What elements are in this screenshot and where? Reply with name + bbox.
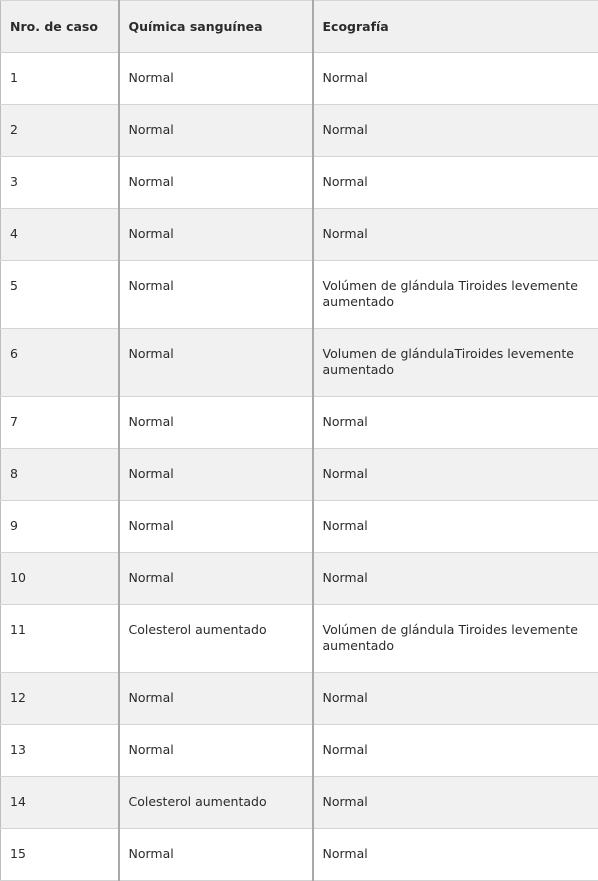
table-row: [1, 261, 598, 329]
table-row: [1, 725, 598, 777]
blood-chemistry-cell: Normal: [119, 449, 313, 501]
table-row: [1, 501, 598, 553]
table-row: [1, 53, 598, 105]
table-row: [1, 777, 598, 829]
case-number-cell: 10: [1, 553, 119, 605]
ultrasound-cell: Normal: [313, 777, 598, 829]
blood-chemistry-cell: Normal: [119, 261, 313, 329]
table-row: [1, 553, 598, 605]
case-number-cell: 8: [1, 449, 119, 501]
case-number-cell: 13: [1, 725, 119, 777]
blood-chemistry-cell: Normal: [119, 329, 313, 397]
ultrasound-cell: Normal: [313, 673, 598, 725]
ultrasound-cell: Normal: [313, 157, 598, 209]
blood-chemistry-cell: Normal: [119, 105, 313, 157]
blood-chemistry-cell: Normal: [119, 209, 313, 261]
table-header: [1, 1, 598, 53]
blood-chemistry-cell: Colesterol aumentado: [119, 605, 313, 673]
ultrasound-cell: Normal: [313, 397, 598, 449]
blood-chemistry-cell: Normal: [119, 53, 313, 105]
case-number-cell: 2: [1, 105, 119, 157]
table-row: [1, 157, 598, 209]
blood-chemistry-cell: Normal: [119, 157, 313, 209]
blood-chemistry-cell: Normal: [119, 829, 313, 881]
table-body: [1, 53, 598, 881]
ultrasound-cell: Normal: [313, 553, 598, 605]
case-number-cell: 1: [1, 53, 119, 105]
case-number-cell: 12: [1, 673, 119, 725]
table-row: [1, 673, 598, 725]
header-case-number: Nro. de caso: [1, 1, 119, 53]
table-row: [1, 329, 598, 397]
ultrasound-cell: Volumen de glándulaTiroides levemente aumentado: [313, 329, 598, 397]
blood-chemistry-cell: Normal: [119, 725, 313, 777]
table-row: [1, 829, 598, 881]
table-row: [1, 397, 598, 449]
blood-chemistry-cell: Normal: [119, 673, 313, 725]
header-ultrasound: Ecografía: [313, 1, 598, 53]
case-number-cell: 3: [1, 157, 119, 209]
case-number-cell: 7: [1, 397, 119, 449]
blood-chemistry-cell: Normal: [119, 501, 313, 553]
ultrasound-cell: Normal: [313, 449, 598, 501]
blood-chemistry-cell: Colesterol aumentado: [119, 777, 313, 829]
ultrasound-cell: Normal: [313, 501, 598, 553]
table-row: [1, 605, 598, 673]
case-number-cell: 14: [1, 777, 119, 829]
case-number-cell: 6: [1, 329, 119, 397]
case-number-cell: 15: [1, 829, 119, 881]
case-number-cell: 9: [1, 501, 119, 553]
ultrasound-cell: Normal: [313, 725, 598, 777]
blood-chemistry-cell: Normal: [119, 397, 313, 449]
case-number-cell: 5: [1, 261, 119, 329]
ultrasound-cell: Volúmen de glándula Tiroides levemente aumentado: [313, 605, 598, 673]
blood-chemistry-cell: Normal: [119, 553, 313, 605]
case-number-cell: 11: [1, 605, 119, 673]
ultrasound-cell: Normal: [313, 53, 598, 105]
ultrasound-cell: Normal: [313, 829, 598, 881]
header-blood-chemistry: Química sanguínea: [119, 1, 313, 53]
ultrasound-cell: Normal: [313, 209, 598, 261]
header-row: [1, 1, 598, 53]
ultrasound-cell: Normal: [313, 105, 598, 157]
table-row: [1, 209, 598, 261]
table-row: [1, 105, 598, 157]
table-row: [1, 449, 598, 501]
ultrasound-cell: Volúmen de glándula Tiroides levemente aumentado: [313, 261, 598, 329]
case-number-cell: 4: [1, 209, 119, 261]
